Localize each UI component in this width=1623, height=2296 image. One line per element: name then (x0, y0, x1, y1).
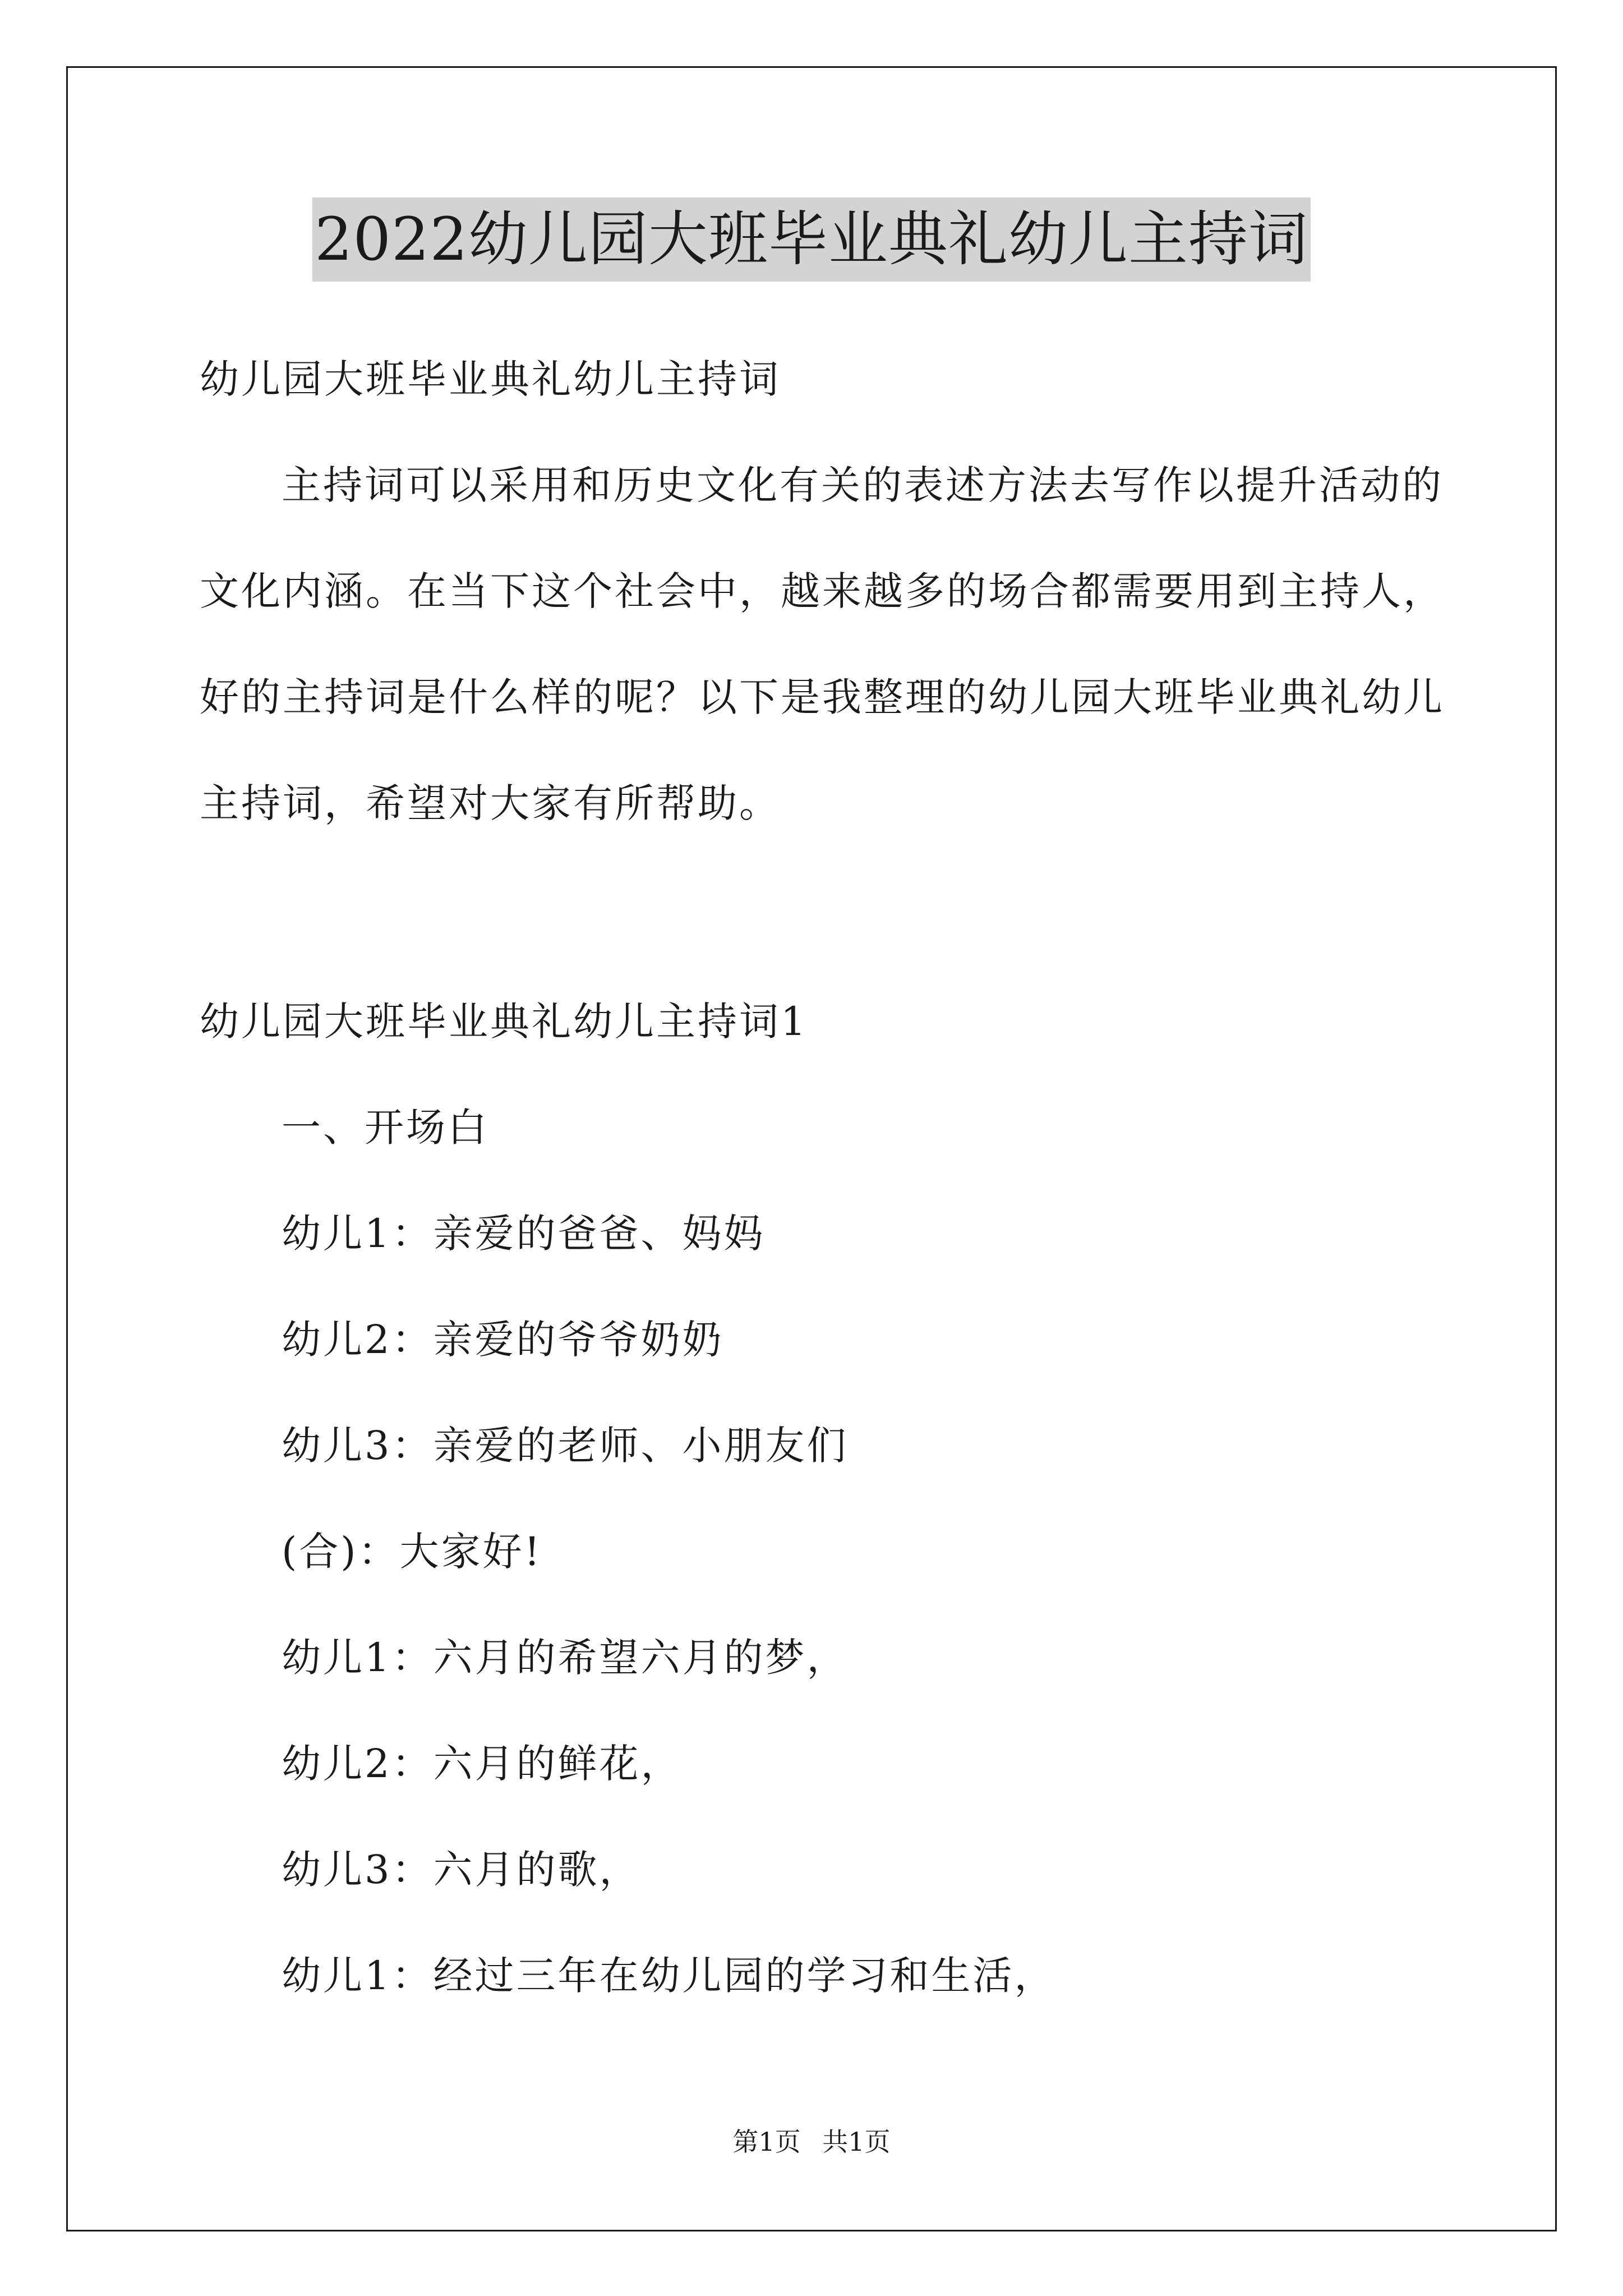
document-title: 2022幼儿园大班毕业典礼幼儿主持词 (312, 197, 1311, 282)
intro-line-2: 文化内涵。在当下这个社会中，越来越多的场合都需要用到主持人， (200, 568, 1445, 614)
body-line-1: 一、开场白 (282, 1105, 489, 1151)
page-footer: 第1页 共1页 (732, 2127, 891, 2157)
body-line-3: 幼儿2：亲爱的爷爷奶奶 (282, 1317, 724, 1363)
body-line-7: 幼儿2：六月的鲜花， (282, 1741, 683, 1787)
body-line-9: 幼儿1：经过三年在幼儿园的学习和生活， (282, 1953, 1056, 1999)
body-line-6: 幼儿1：六月的希望六月的梦， (282, 1635, 849, 1681)
intro-line-3: 好的主持词是什么样的呢？以下是我整理的幼儿园大班毕业典礼幼儿 (200, 674, 1445, 720)
section-heading: 幼儿园大班毕业典礼幼儿主持词1 (200, 999, 808, 1045)
title-container (0, 197, 1623, 282)
intro-line-4: 主持词，希望对大家有所帮助。 (200, 780, 781, 826)
intro-line-1: 主持词可以采用和历史文化有关的表述方法去写作以提升活动的 (282, 462, 1444, 508)
body-line-5: (合)：大家好! (282, 1529, 542, 1575)
body-line-2: 幼儿1：亲爱的爸爸、妈妈 (282, 1211, 766, 1257)
document-subtitle: 幼儿园大班毕业典礼幼儿主持词 (200, 356, 781, 402)
body-line-4: 幼儿3：亲爱的老师、小朋友们 (282, 1423, 849, 1469)
body-line-8: 幼儿3：六月的歌， (282, 1847, 641, 1893)
